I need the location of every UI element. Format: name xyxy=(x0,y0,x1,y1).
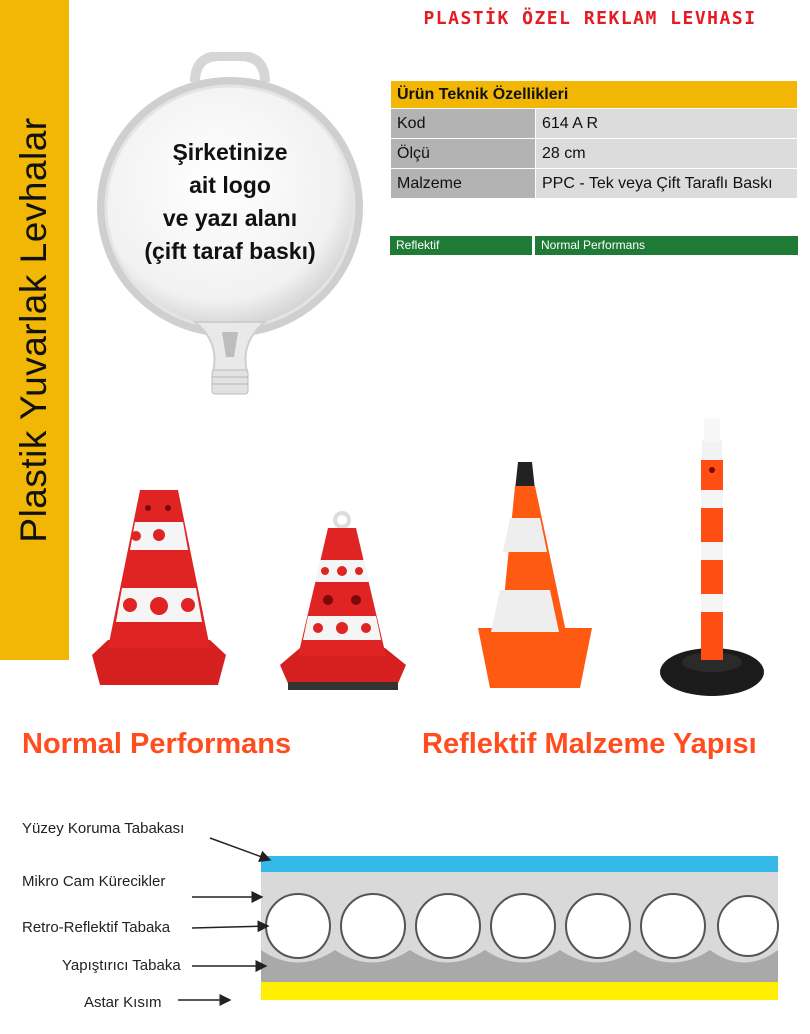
spec-row xyxy=(391,109,798,139)
sign-line: Şirketinize xyxy=(172,139,288,165)
sign-line: ait logo xyxy=(189,172,271,198)
surface-layer xyxy=(261,856,778,872)
layer-label: Yüzey Koruma Tabakası xyxy=(22,820,185,837)
side-title: Plastik Yuvarlak Levhalar xyxy=(13,117,54,543)
spec-key: Malzeme xyxy=(391,169,536,199)
page-title: PLASTİK ÖZEL REKLAM LEVHASI xyxy=(423,8,757,29)
reflective-key: Reflektif xyxy=(390,236,532,255)
spec-value: 28 cm xyxy=(536,139,798,169)
spec-value: PPC - Tek veya Çift Taraflı Baskı xyxy=(536,169,798,199)
red-cone-small xyxy=(280,513,406,690)
spec-header: Ürün Teknik Özellikleri xyxy=(391,81,798,109)
spec-row xyxy=(391,169,798,199)
layer-label: Yapıştırıcı Tabaka xyxy=(62,957,181,974)
layer-label: Retro-Reflektif Tabaka xyxy=(22,919,171,936)
primer-layer xyxy=(261,982,778,1000)
spec-row xyxy=(391,139,798,169)
orange-reflective-cone xyxy=(478,462,592,688)
normal-performance-caption: Normal Performans xyxy=(22,728,292,760)
layer-label: Astar Kısım xyxy=(84,994,162,1011)
spec-key: Kod xyxy=(391,109,536,139)
sign-line: (çift taraf baskı) xyxy=(144,238,316,264)
red-cone-large xyxy=(92,490,226,685)
layer-label: Mikro Cam Kürecikler xyxy=(22,873,166,890)
reflective-row xyxy=(390,236,798,255)
spec-header-row xyxy=(391,81,798,109)
reflective-value: Normal Performans xyxy=(535,236,798,255)
orange-post-with-base xyxy=(660,418,764,696)
spec-key: Ölçü xyxy=(391,139,536,169)
spec-table xyxy=(390,80,798,199)
reflective-structure-caption: Reflektif Malzeme Yapısı xyxy=(422,728,757,760)
cones-image xyxy=(80,410,810,710)
sign-print-area-text xyxy=(120,136,340,268)
spec-value: 614 A R xyxy=(536,109,798,139)
sign-line: ve yazı alanı xyxy=(162,205,298,231)
